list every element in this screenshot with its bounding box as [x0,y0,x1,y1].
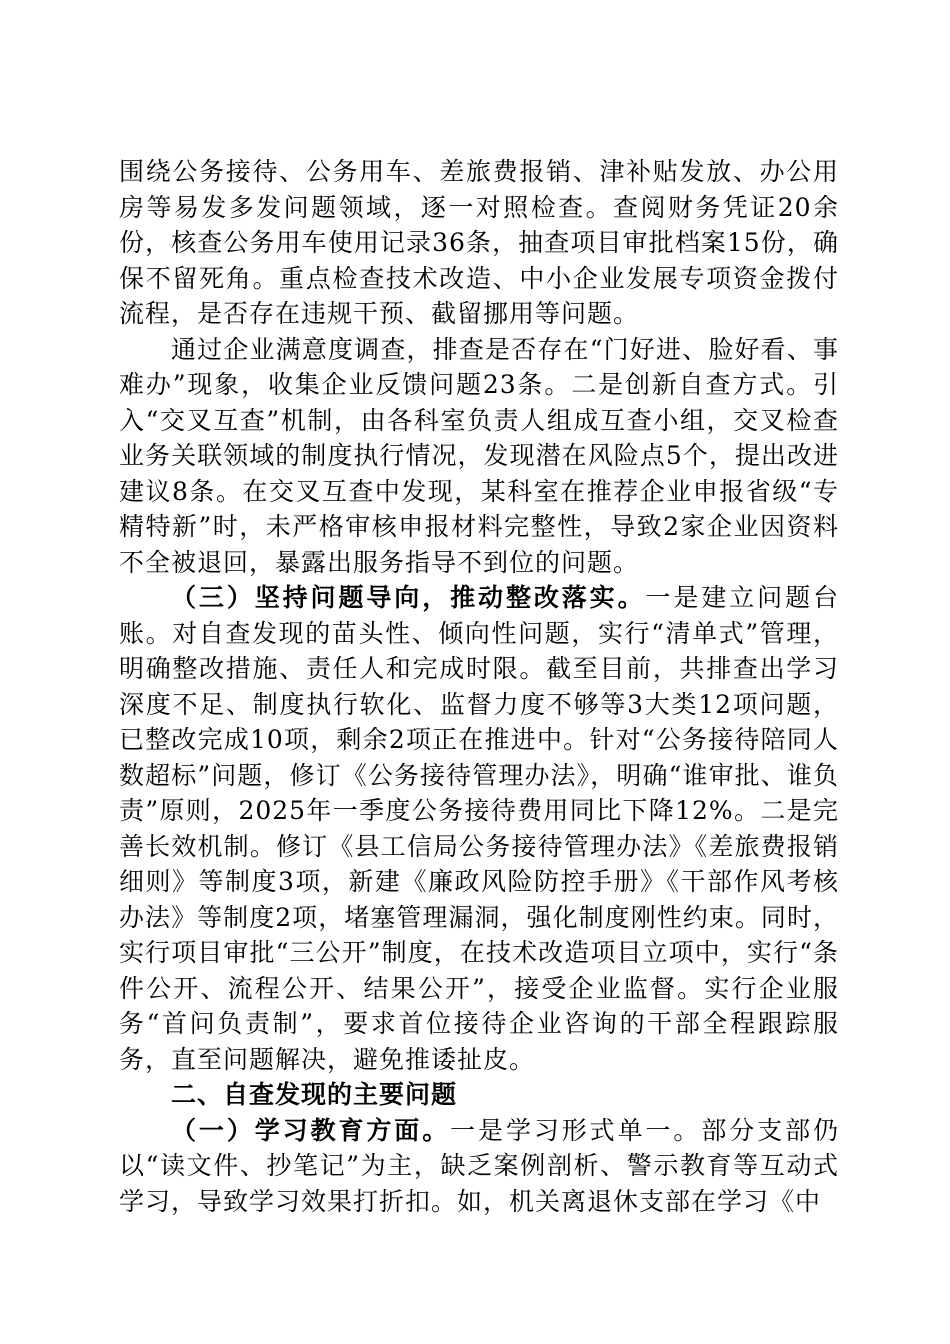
document-body [119,154,839,1219]
subsection-title-rectification: （三）坚持问题导向，推动整改落实。 [171,583,646,612]
paragraph-inspection-scope: 围绕公务接待、公务用车、差旅费报销、津补贴发放、办公用房等易发多发问题领域，逐一对照检查。查阅财务凭证20余份，核查公务用车使用记录36条，抽查项目审批档案15份，确保不留死角。重点检查技术改造、中小企业发展专项资金拨付流程，是否存在违规干预、截留挪用等问题。 [119,157,839,328]
paragraph-rectification [119,580,839,1077]
paragraph-study-education [119,1113,839,1220]
paragraph-satisfaction-survey: 通过企业满意度调查，排查是否存在“门好进、脸好看、事难办”现象，收集企业反馈问题23条。二是创新自查方式。引入“交叉互查”机制，由各科室负责人组成互查小组，交叉检查业务关联领域的制度执行情况，发现潜在风险点5个，提出改进建议8条。在交叉互查中发现，某科室在推荐企业申报省级“专精特新”时，未严格审核申报材料完整性，导致2家企业因资料不全被退回，暴露出服务指导不到位的问题。 [119,334,839,577]
paragraph-rectification-text: 一是建立问题台账。对自查发现的苗头性、倾向性问题，实行“清单式”管理，明确整改措施、责任人和完成时限。截至目前，共排查出学习深度不足、制度执行软化、监督力度不够等3大类12项问题，已整改完成10项，剩余2项正在推进中。针对“公务接待陪同人数超标”问题，修订《公务接待管理办法》，明确“谁审批、谁负责”原则，2025年一季度公务接待费用同比下降12%。二是完善长效机制。修订《县工信局公务接待管理办法》《差旅费报销细则》等制度3项，新建《廉政风险防控手册》《干部作风考核办法》等制度2项，堵塞管理漏洞，强化制度刚性约束。同时，实行项目审批“三公开”制度，在技术改造项目立项中，实行“条件公开、流程公开、结果公开”，接受企业监督。实行企业服务“首问负责制”，要求首位接待企业咨询的干部全程跟踪服务，直至问题解决，避免推诿扯皮。 [119,583,839,1074]
paragraph-study-education-text: 一是学习形式单一。部分支部仍以“读文件、抄笔记”为主，缺乏案例剖析、警示教育等互动式学习，导致学习效果打折扣。如，机关离退休支部在学习《中 [119,1115,839,1216]
section-heading-main-problems: 二、自查发现的主要问题 [171,1080,458,1109]
subsection-title-study-education: （一）学习教育方面。 [171,1115,451,1145]
